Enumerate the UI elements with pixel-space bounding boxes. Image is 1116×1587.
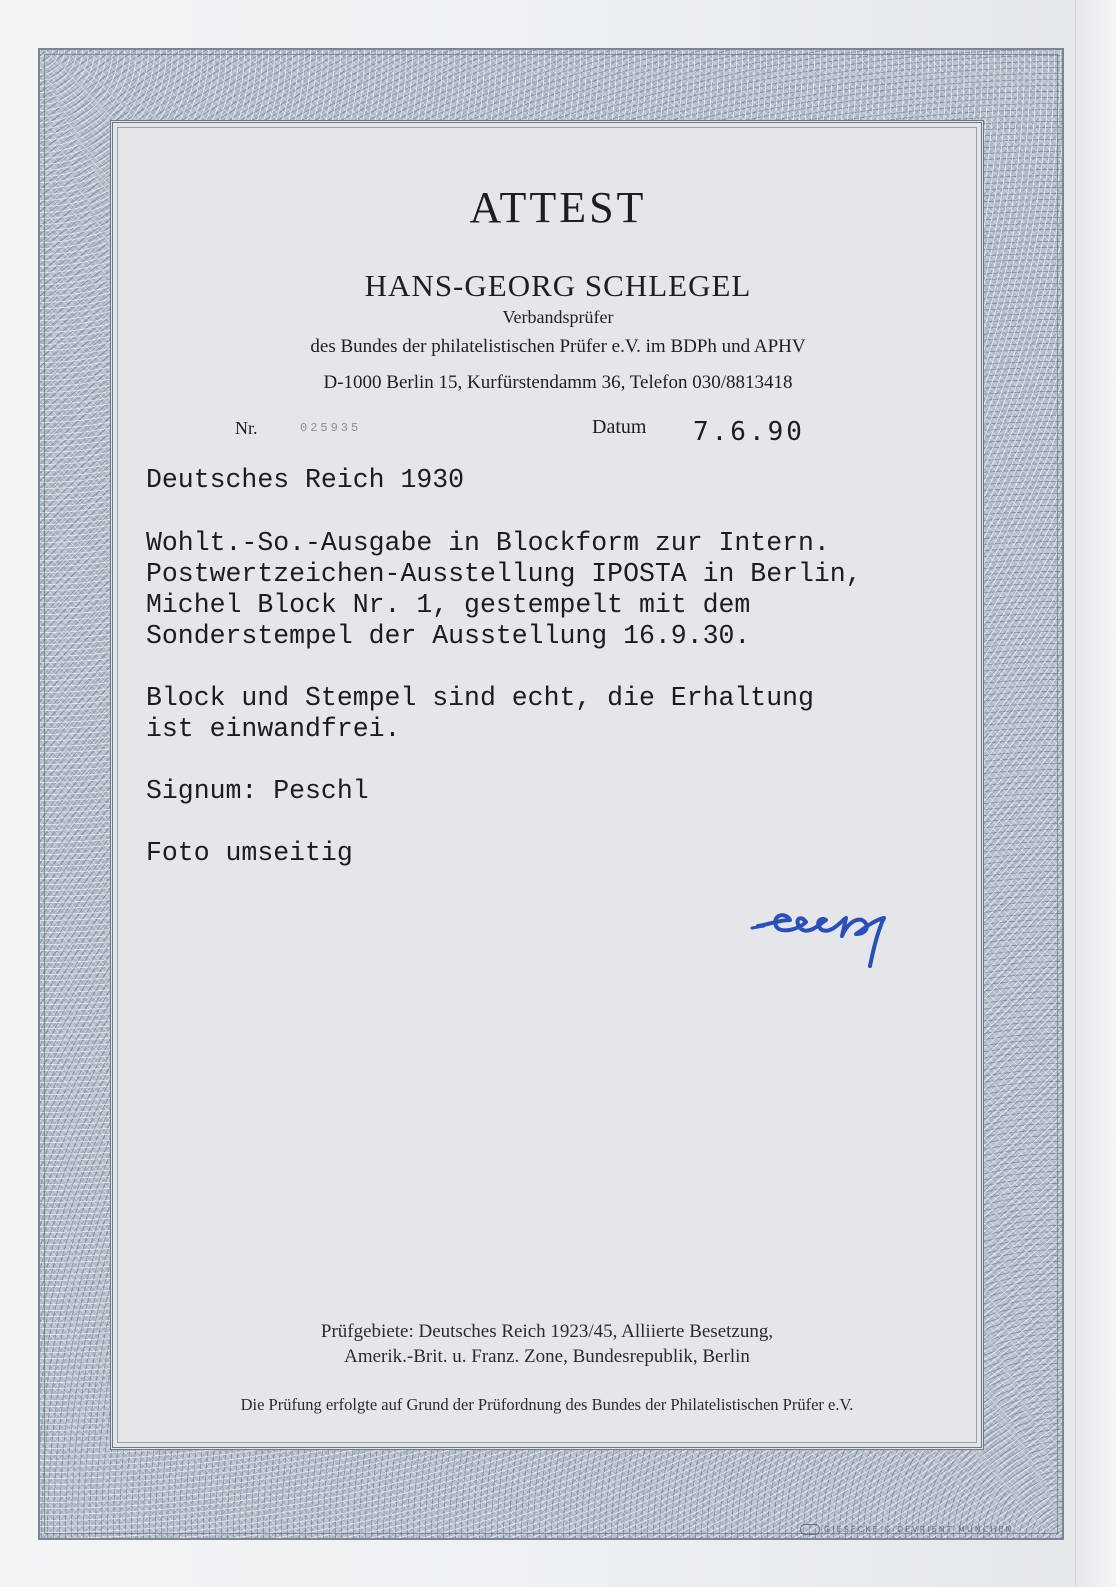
country-year: Deutsches Reich 1930 <box>146 465 465 495</box>
certificate-number: 025935 <box>300 421 362 435</box>
examiner-address: D-1000 Berlin 15, Kurfürstendamm 36, Telefon 030/8813418 <box>323 372 793 393</box>
printer-name: GIESECKE & DEVRIENT MÜNCHEN <box>824 1525 1014 1534</box>
examiner-association: des Bundes der philatelistischen Prüfer e.V. im BDPh und APHV <box>310 336 806 357</box>
examination-areas-line1: Prüfgebiete: Deutsches Reich 1923/45, Alliierte Besetzung, <box>320 1321 774 1342</box>
examination-areas-line2: Amerik.-Brit. u. Franz. Zone, Bundesrepublik, Berlin <box>344 1346 750 1367</box>
date-label: Datum <box>592 416 647 438</box>
certificate-date: 7.6.90 <box>693 417 805 447</box>
photo-note: Foto umseitig <box>146 838 353 868</box>
number-label: Nr. <box>235 418 258 438</box>
printer-logo-icon <box>800 1524 820 1535</box>
examiner-role: Verbandsprüfer <box>502 307 614 327</box>
item-description: Wohlt.-So.-Ausgabe in Blockform zur Intern. Postwertzeichen-Ausstellung IPOSTA in Berlin, Michel Block Nr. 1, gestempelt mit dem Sonderstempel der Ausstellung 16.9.30. <box>146 528 862 651</box>
signum: Signum: Peschl <box>146 776 369 806</box>
examiner-name: HANS-GEORG SCHLEGEL <box>364 268 752 303</box>
examination-basis: Die Prüfung erfolgte auf Grund der Prüfordnung des Bundes der Philatelistischen Prüfer e.V. <box>240 1395 854 1414</box>
certificate-title: ATTEST <box>469 183 647 232</box>
assessment: Block und Stempel sind echt, die Erhaltung ist einwandfrei. <box>146 683 814 744</box>
printer-imprint <box>800 1524 1013 1535</box>
signature-icon <box>750 890 940 980</box>
paper-edge <box>1075 0 1116 1587</box>
